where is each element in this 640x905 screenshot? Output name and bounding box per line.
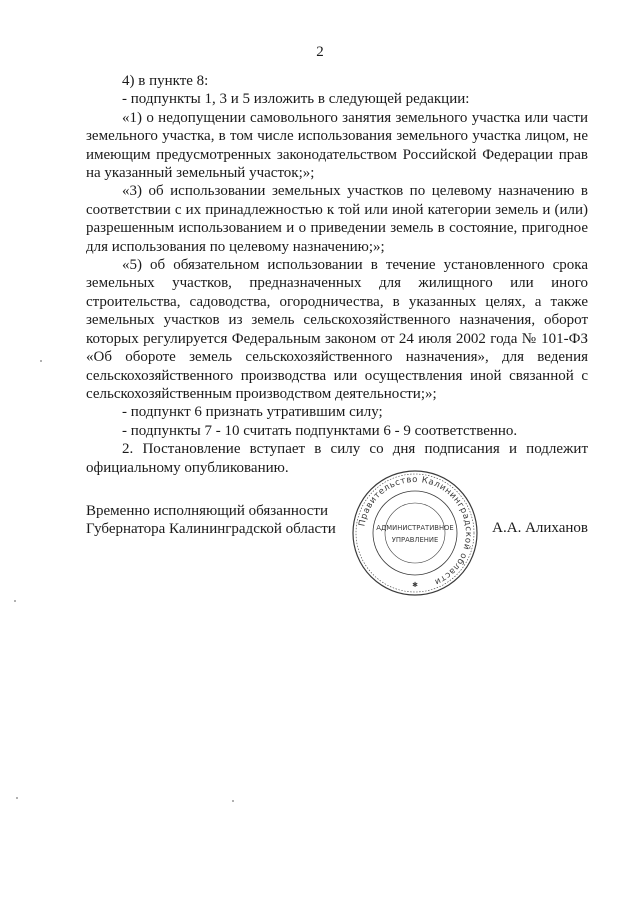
paragraph: 4) в пункте 8:	[122, 73, 209, 89]
seal-center-text: АДМИНИСТРАТИВНОЕ	[376, 524, 454, 532]
scan-speck	[14, 600, 16, 602]
paragraph: «5) об обязательном использовании в течение установленного срока земельных участков, предназначенных для жилищного или иного строительства, садоводства, огородничества, в указанных целях, а также земельных участков из земель сельскохозяйственного назначения, оборот которых регулируется Федеральным законом от 24 июля 2002 года № 101-ФЗ «Об обороте земель сельскохозяйственного назначения», для ведения сельскохозяйственного производства или осуществления иной связанной с сельскохозяйственным производством деятельности;»;	[86, 257, 588, 402]
paragraph: «3) об использовании земельных участков по целевому назначению в соответствии с их принадлежностью к той или иной категории земель и (или) разрешенным использованием и о приведении земель в состояние, пригодное для использования по целевому назначению;»;	[86, 183, 588, 255]
seal-outer-ring	[353, 471, 477, 595]
seal-inner-ring	[356, 474, 474, 592]
scan-speck	[16, 797, 18, 799]
signatory-title-line: Губернатора Калининградской области	[86, 521, 336, 538]
page-number: 2	[316, 44, 324, 60]
signatory-title-line: Временно исполняющий обязанности	[86, 503, 329, 519]
paragraph: 2. Постановление вступает в силу со дня подписания и подлежит официальному опубликованию.	[86, 441, 588, 476]
seal-outer-text: Правительство Калининградской области	[357, 474, 474, 587]
signatory-title	[86, 502, 336, 539]
paragraph: «1) о недопущении самовольного занятия земельного участка или части земельного участка, в том числе использования земельного участка лицом, не имеющим предусмотренных законодательством Российской Федерации прав на указанный земельный участок;»;	[86, 109, 588, 182]
paragraph: - подпункт 6 признать утратившим силу;	[122, 404, 383, 421]
signature-block	[86, 502, 588, 602]
document-body	[86, 72, 588, 477]
seal-ink	[353, 471, 477, 595]
seal-center-text: УПРАВЛЕНИЕ	[391, 536, 439, 544]
signatory-name: А.А. Алиханов	[492, 520, 588, 536]
paragraph: - подпункты 1, 3 и 5 изложить в следующей редакции:	[122, 91, 470, 108]
scan-speck	[40, 360, 42, 362]
seal-star-icon: ✱	[412, 581, 418, 589]
paragraph: - подпункты 7 - 10 считать подпунктами 6 - 9 соответственно.	[122, 422, 518, 439]
seal-center-ring	[385, 503, 445, 563]
official-seal	[350, 468, 480, 598]
seal-text-ring	[373, 491, 457, 575]
scan-speck	[232, 800, 234, 802]
